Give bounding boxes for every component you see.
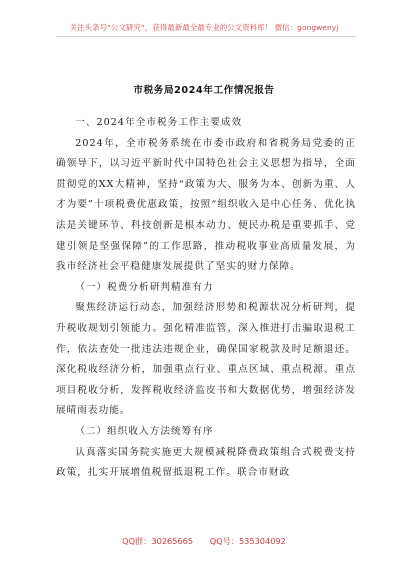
footer-qq: QQ号：535304092	[209, 536, 286, 546]
footer-qq-group: QQ群：30265665	[122, 536, 194, 546]
subheading: （一）税费分析研判精准有力	[75, 281, 214, 293]
paragraph: 2024年，全市税务系统在市委市政府和省税务局党委的正确领导下，以习近平新时代中国特色社会主义思想为指导，全面贯彻党的XX大精神，坚持“政策为大、服务为本、创新为重、人才为要”十项税费优惠政策，按照“组织收入是中心任务、优化执法是关键环节、科技创新是根本动力、便民办税是重要抓手、党建引领是坚强保障”的工作思路，推动税收事业高质量发展，为我市经济社会平稳健康发展提供了坚实的财力保障。	[56, 137, 356, 273]
paragraph: 认真落实国务院实施更大规模减税降费政策组合式税费支持政策，扎实开展增值税留抵退税工作。联合市财政	[56, 446, 356, 479]
subheading: （二）组织收入方法统筹有序	[75, 425, 214, 437]
footer-contact	[0, 536, 408, 547]
header-banner: 关注头条号“公文研究”，获得最新最全最专业的公文资料库！ 微信：gongwenyj	[69, 23, 339, 32]
section-heading: 一、2024年全市税务工作主要成效	[75, 117, 243, 128]
header-divider	[56, 36, 356, 37]
document-title: 市税务局2024年工作情况报告	[133, 85, 275, 96]
document-body	[56, 113, 356, 484]
paragraph: 聚焦经济运行动态，加强经济形势和税源状况分析研判，提升税收规划引领能力。强化精准监管，深入推进打击骗取退税工作，依法查处一批违法违规企业，确保国家税款及时足额退还。深化税收经济分析，加强重点行业、重点区域、重点税源、重点项目税收分析，发挥税收经济监皮书和大数据优势，增强经济发展晴雨表功能。	[56, 302, 356, 417]
